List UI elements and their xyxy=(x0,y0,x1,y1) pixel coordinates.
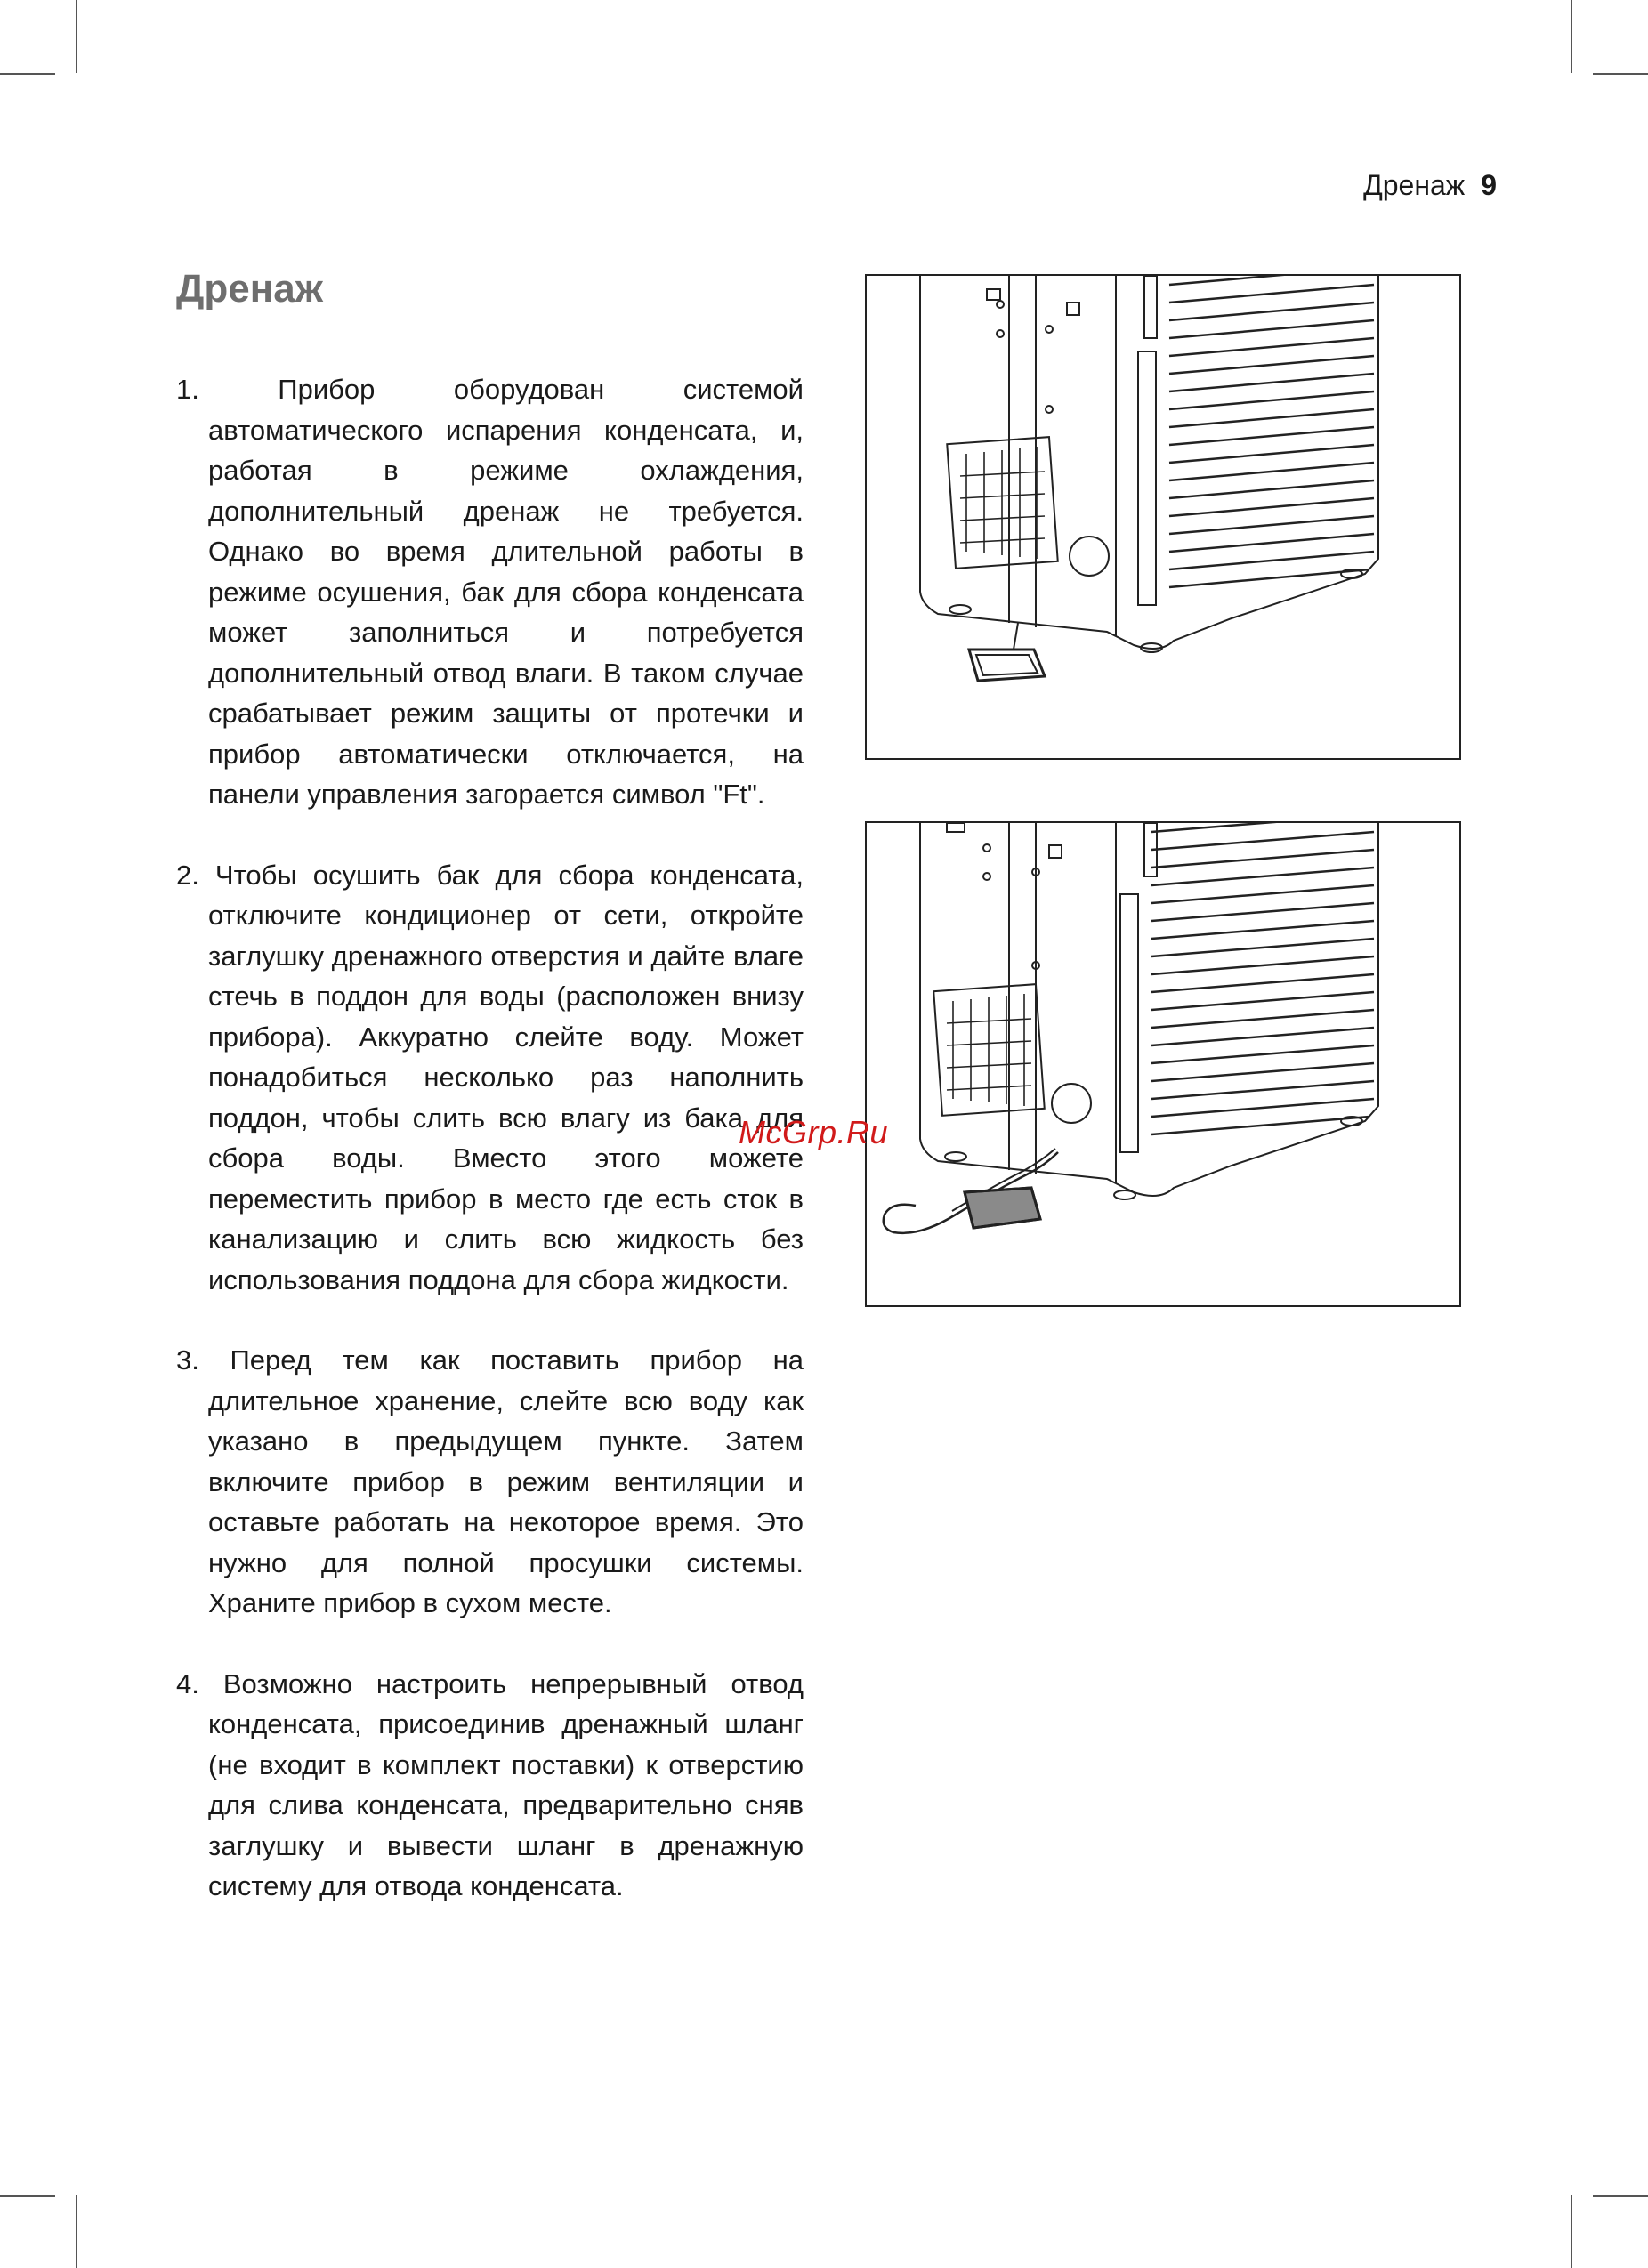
figure-drain-hose xyxy=(865,821,1461,1307)
crop-mark-bottom-left xyxy=(76,2195,77,2268)
list-item: 4. Возможно настроить непрерывный отвод конденсата, присоединив дренажный шланг (не входит в комплект поставки) к отверстию для слива конденсата, предварительно сняв заглушку и вывести шланг в дренажную систему для отвода конденсата. xyxy=(176,1667,804,1901)
air-conditioner-hose-illustration xyxy=(867,823,1459,1305)
crop-mark-bottom-left-h xyxy=(0,2195,55,2197)
crop-mark-top-right xyxy=(1571,0,1572,73)
list-item: 2. Чтобы осушить бак для сбора конденсата, отключите кондиционер от сети, откройте заглушку дренажного отверстия и дайте влаге стечь в поддон для воды (расположен внизу прибора). Аккуратно слейте воду. Может понадобиться несколько раз наполнить поддон, чтобы слить всю влагу из бака для сбора воды. Вместо этого можете переместить прибор в место где есть сток в канализацию и слить всю жидкость без использования поддона для сбора жидкости. xyxy=(176,859,804,1295)
page-number: 9 xyxy=(1481,169,1497,201)
list-item: 3. Перед тем как поставить прибор на длительное хранение, слейте всю воду как указано в предыдущем пункте. Затем включите прибор в режим вентиляции и оставьте работать на некоторое время. Это нужно для полной просушки системы. Храните прибор в сухом месте. xyxy=(176,1344,804,1618)
running-head-title: Дренаж xyxy=(1363,169,1466,201)
crop-mark-top-left xyxy=(76,0,77,73)
watermark: McGrp.Ru xyxy=(739,1114,889,1150)
crop-mark-bottom-right xyxy=(1571,2195,1572,2268)
running-head xyxy=(1363,169,1497,202)
instructions-list xyxy=(176,369,804,1947)
air-conditioner-illustration xyxy=(867,276,1459,758)
list-item: 1. Прибор оборудован системой автоматического испарения конденсата, и, работая в режиме охлаждения, дополнительный дренаж не требуется. Однако во время длительной работы в режиме осушения, бак для сбора конденсата может заполниться и потребуется дополнительный отвод влаги. В таком случае срабатывает режим защиты от протечки и прибор автоматически отключается, на панели управления загорается символ "Ft". xyxy=(176,374,804,810)
crop-mark-top-left-h xyxy=(0,73,55,75)
crop-mark-top-right-h xyxy=(1593,73,1648,75)
crop-mark-bottom-right-h xyxy=(1593,2195,1648,2197)
section-heading: Дренаж xyxy=(176,267,323,311)
figure-drain-plug xyxy=(865,274,1461,760)
